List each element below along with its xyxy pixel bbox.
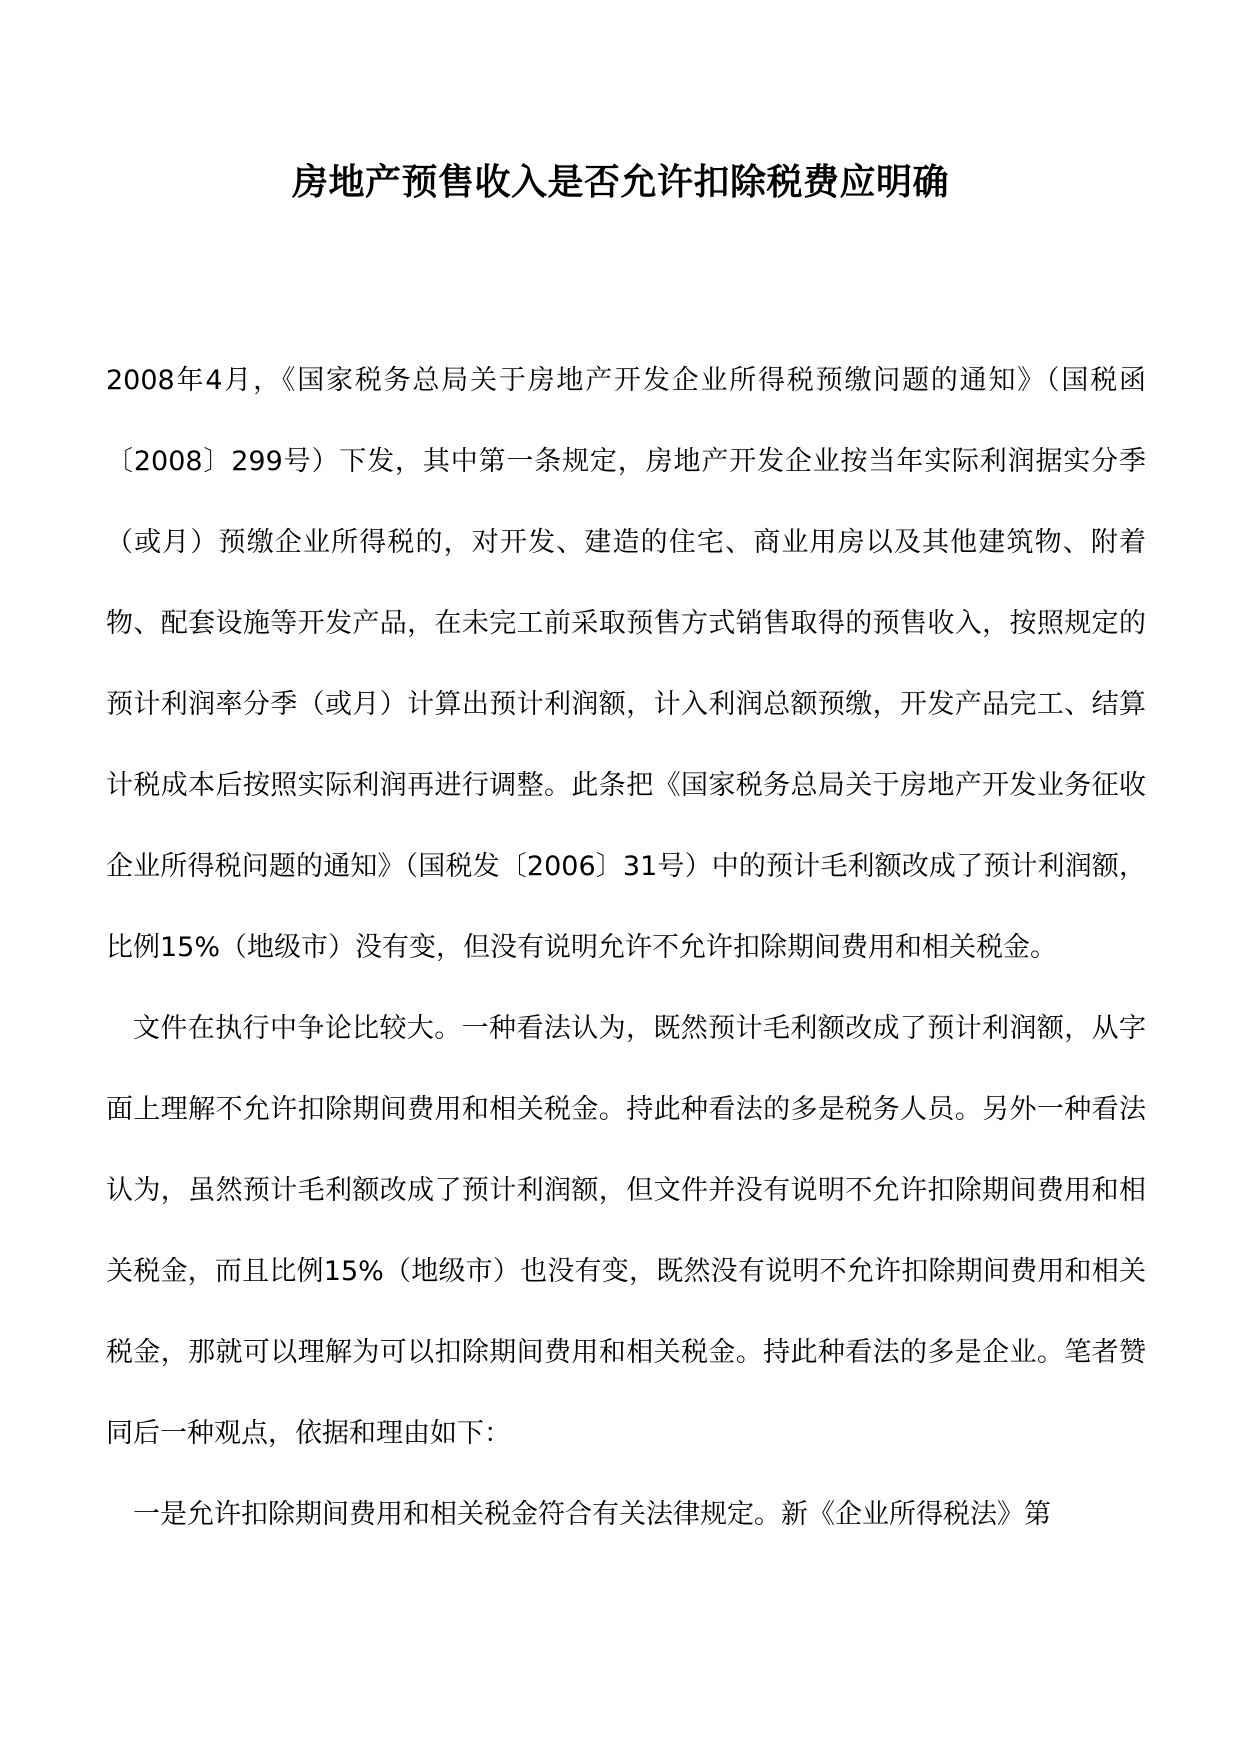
paragraph-1: 2008年4月，《国家税务总局关于房地产开发企业所得税预缴问题的通知》（国税函〔2008〕299号）下发，其中第一条规定，房地产开发企业按当年实际利润据实分季（或月）预缴企业所得税的，对开发、建造的住宅、商业用房以及其他建筑物、附着物、配套设施等开发产品，在未完工前采取预售方式销售取得的预售收入，按照规定的预计利润率分季（或月）计算出预计利润额，计入利润总额预缴，开发产品完工、结算计税成本后按照实际利润再进行调整。此条把《国家税务总局关于房地产开发业务征收企业所得税问题的通知》（国税发〔2006〕31号）中的预计毛利额改成了预计利润额，比例15%（地级市）没有变，但没有说明允许不允许扣除期间费用和相关税金。 bbox=[106, 365, 1146, 963]
paragraph-2: 文件在执行中争论比较大。一种看法认为，既然预计毛利额改成了预计利润额，从字面上理解不允许扣除期间费用和相关税金。持此种看法的多是税务人员。另外一种看法认为，虽然预计毛利额改成了预计利润额，但文件并没有说明不允许扣除期间费用和相关税金，而且比例15%（地级市）也没有变，既然没有说明不允许扣除期间费用和相关税金，那就可以理解为可以扣除期间费用和相关税金。持此种看法的多是企业。笔者赞同后一种观点，依据和理由如下： bbox=[106, 1013, 1146, 1449]
paragraph-3: 一是允许扣除期间费用和相关税金符合有关法律规定。新《企业所得税法》第 bbox=[133, 1499, 1051, 1530]
document-body bbox=[106, 340, 1146, 1555]
document-title: 房地产预售收入是否允许扣除税费应明确 bbox=[291, 161, 949, 203]
